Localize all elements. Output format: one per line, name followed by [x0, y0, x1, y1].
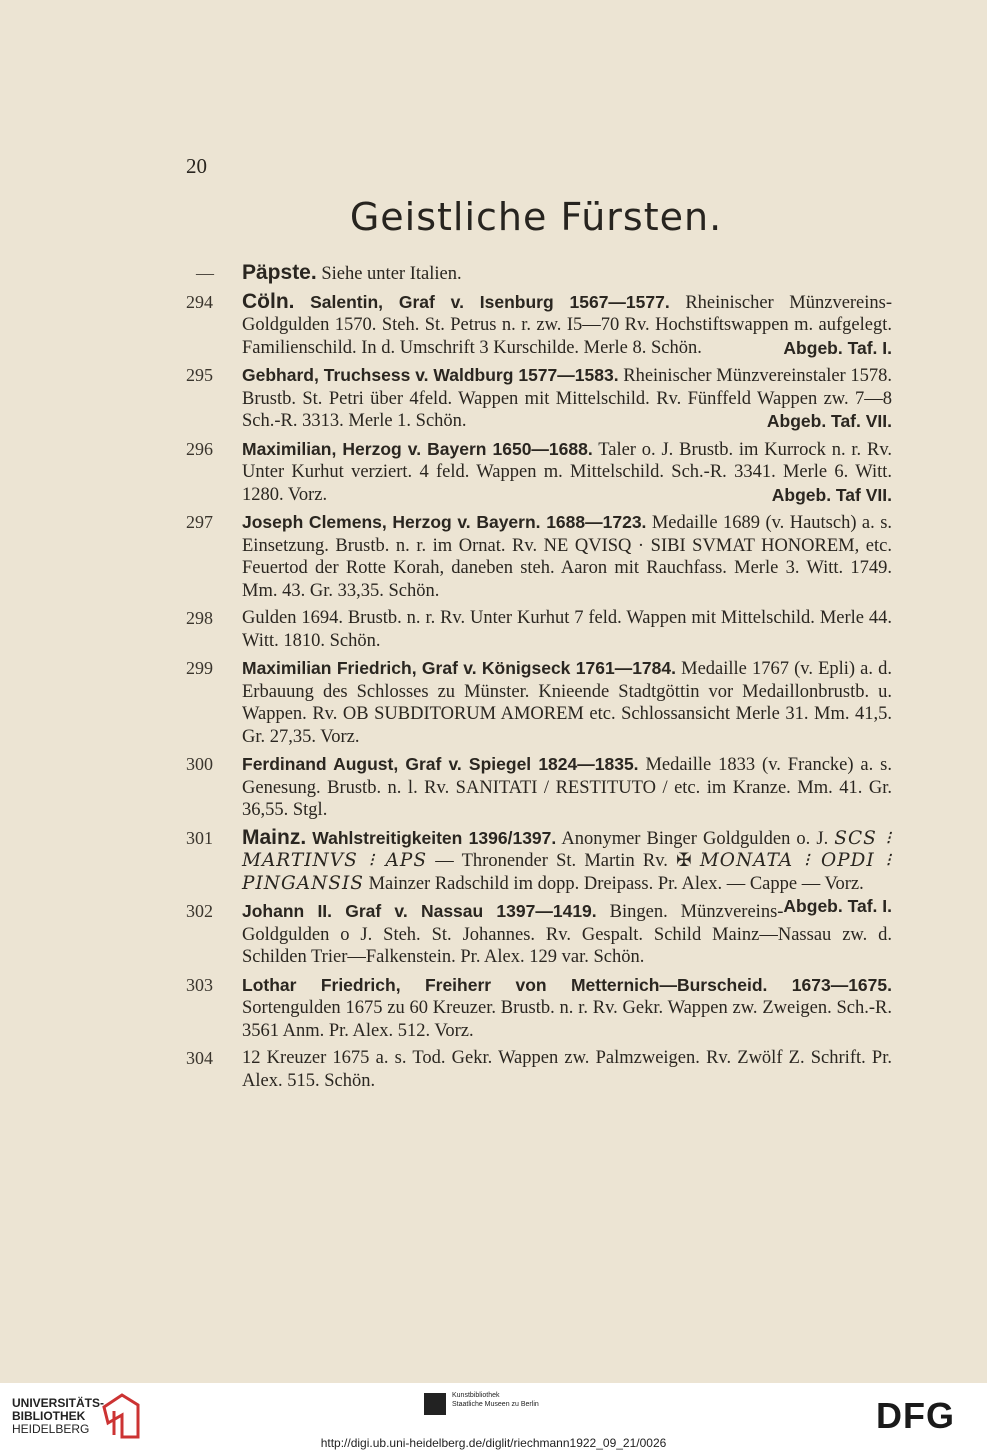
entry-text: Medaille 1833 (v. Francke) a. s. Genesung. Brustb. n. l. Rv. SANITATI / RESTITUTO / etc. im Kranze. Mm. 41. Gr. 36,55. Stgl.: [242, 755, 893, 820]
entry-heading: Johann II. Graf v. Nassau 1397—1419.: [242, 901, 597, 921]
lot-number: 295: [186, 365, 213, 385]
list-item: [186, 438, 892, 507]
coin-legend: SCS ⁝ MARTINVS ⁝ APS: [242, 827, 893, 871]
list-item: [186, 974, 892, 1043]
entry-text: — Thronender St. Martin Rv.: [435, 851, 668, 871]
page-title: Geistliche Fürsten.: [349, 195, 723, 239]
lot-number: 299: [186, 658, 213, 678]
museum-mark-icon: [424, 1393, 446, 1415]
coin-legend: MONATA ⁝ OPDI ⁝ PINGANSIS: [242, 850, 893, 894]
entry-text: Anonymer Binger Goldgulden o. J.: [561, 828, 829, 849]
section-heading: Cöln.: [242, 289, 295, 313]
plate-reference: Abgeb. Taf VII.: [771, 484, 892, 505]
entry-text: Taler o. J. Brustb. im Kurrock n. r. Rv. Unter Kurhut verziert. 4 feld. Wappen m. Mittelschild. Sch.-R. 3341. Merle 6. Witt. 1280. Vorz.: [242, 439, 892, 505]
library-mark-icon: [100, 1391, 142, 1439]
lot-number: 302: [186, 901, 213, 921]
list-item: [186, 607, 892, 652]
list-item: [186, 1047, 892, 1092]
entry-text: 12 Kreuzer 1675 a. s. Tod. Gekr. Wappen zw. Palmzweigen. Rv. Zwölf Z. Schrift. Pr. Alex. 515. Schön.: [242, 1048, 892, 1091]
entry-heading: Ferdinand August, Graf v. Spiegel 1824—1835.: [242, 754, 639, 774]
cross-icon: ✠: [676, 850, 692, 871]
entry-heading: Maximilian, Herzog v. Bayern 1650—1688.: [242, 438, 593, 459]
entry-text: Medaille 1689 (v. Hautsch) a. s. Einsetzung. Brustb. n. r. im Ornat. Rv. NE QVISQ · SIBI SVMAT HONOREM, etc. Feuertod der Rotte Korah, daneben steh. Aaron mit Rauchfass. Merle 3. Witt. 1749. Mm. 43. Gr. 33,35. Schön.: [242, 513, 893, 601]
list-item: [186, 364, 892, 433]
kunstbibliothek-logo[interactable]: Kunstbibliothek Staatliche Museen zu Berlin: [452, 1392, 539, 1408]
entry-heading: Maximilian Friedrich, Graf v. Königseck 1761—1784.: [242, 658, 676, 678]
entry-text: Rheinischer Münzvereins-Goldgulden 1570. Steh. St. Petrus n. r. zw. I5—70 Rv. Hochstiftswappen m. aufgelegt. Familienschild. In d. Umschrift 3 Kurschilde. Merle 8. Schön.: [242, 292, 893, 358]
page-number: 20: [186, 154, 207, 178]
entry-text: Medaille 1767 (v. Epli) a. d. Erbauung des Schlosses zu Münster. Knieende Stadtgöttin vor Medaillonbrustb. u. Wappen. Rv. OB SUBDITORUM AMOREM etc. Schlossansicht Merle 31. Mm. 41,5. Gr. 27,35. Vorz.: [242, 659, 893, 747]
catalog-entries: [186, 262, 892, 1097]
lot-number: 301: [186, 827, 213, 848]
entry-heading: Lothar Friedrich, Freiherr von Metternich—Burscheid. 1673—1675.: [242, 974, 892, 995]
university-library-logo[interactable]: UNIVERSITÄTS- BIBLIOTHEK HEIDELBERG: [12, 1396, 105, 1436]
list-item: [186, 753, 892, 822]
entry-text: Bingen. Münzvereins-Goldgulden o J. Steh. St. Johannes. Rv. Gespalt. Schild Mainz—Nassau zw. d. Schilden Trier—Falkenstein. Pr. Alex. 129 var. Schön.: [242, 902, 892, 967]
plate-reference: Abgeb. Taf. VII.: [766, 411, 892, 431]
list-item-paepste: [186, 262, 892, 286]
lot-number: 297: [186, 512, 213, 532]
entry-text: Siehe unter Italien.: [321, 264, 462, 284]
lot-number: 304: [186, 1048, 213, 1068]
dash: —: [196, 263, 214, 283]
entry-text: Sortengulden 1675 zu 60 Kreuzer. Brustb. n. r. Rv. Gekr. Wappen zw. Zweigen. Sch.-R. 3561 Anm. Pr. Alex. 512. Vorz.: [242, 998, 892, 1041]
lot-number: 298: [186, 608, 213, 628]
source-url[interactable]: http://digi.ub.uni-heidelberg.de/diglit/riechmann1922_09_21/0026: [320, 1436, 667, 1450]
list-item: [186, 291, 892, 360]
entry-heading: Wahlstreitigkeiten 1396/1397.: [312, 827, 557, 848]
lot-number: 303: [186, 974, 213, 995]
lot-number: 296: [186, 438, 213, 459]
entry-heading: Salentin, Graf v. Isenburg 1567—1577.: [310, 291, 670, 312]
lot-number: 300: [186, 754, 213, 774]
entry-heading: Joseph Clemens, Herzog v. Bayern. 1688—1723.: [242, 512, 647, 532]
plate-reference: Abgeb. Taf. I.: [783, 337, 892, 358]
footer: [0, 1383, 987, 1453]
lot-number: 294: [186, 291, 213, 312]
list-item: [186, 657, 892, 748]
list-item: [186, 900, 892, 969]
entry-heading: Gebhard, Truchsess v. Waldburg 1577—1583.: [242, 365, 619, 385]
list-item: [186, 511, 892, 602]
entry-text: Gulden 1694. Brustb. n. r. Rv. Unter Kurhut 7 feld. Wappen mit Mittelschild. Merle 44. Witt. 1810. Schön.: [242, 608, 892, 651]
section-heading: Päpste.: [242, 261, 317, 284]
dfg-logo[interactable]: DFG: [876, 1395, 955, 1436]
entry-text: Mainzer Radschild im dopp. Dreipass. Pr. Alex. — Cappe — Vorz.: [368, 873, 864, 894]
entry-text: Rheinischer Münzvereinstaler 1578. Brustb. St. Petri über 4feld. Wappen mit Mittelschild. Rv. Fünffeld Wappen zw. 7—8 Sch.-R. 3313. Merle 1. Schön.: [242, 366, 892, 431]
plate-reference: Abgeb. Taf. I.: [783, 896, 892, 916]
section-heading: Mainz.: [242, 825, 307, 849]
